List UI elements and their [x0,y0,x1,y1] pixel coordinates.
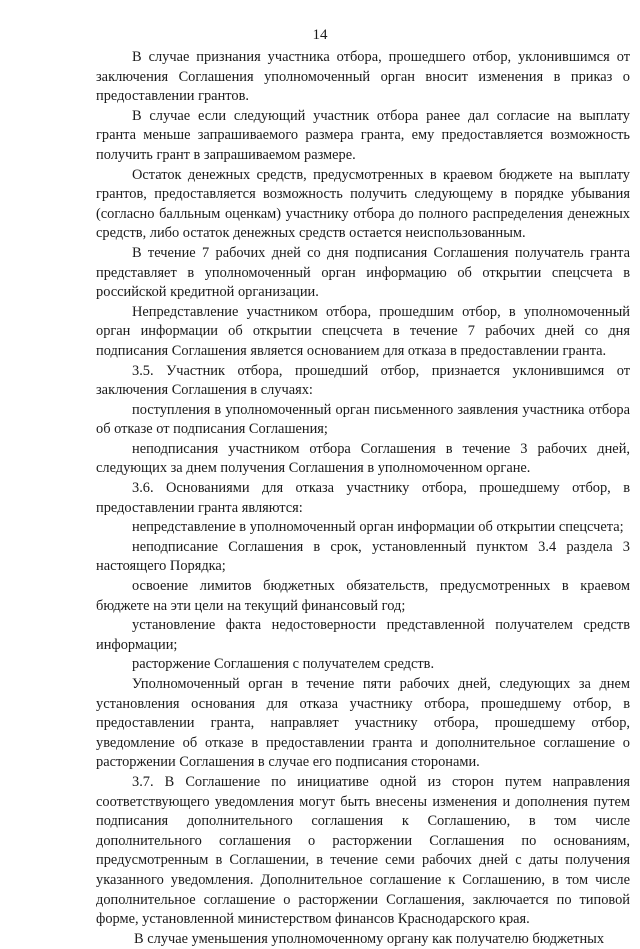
paragraph: В случае если следующий участник отбора ранее дал согласие на выплату гранта меньше запрашиваемого размера гранта, ему предоставляется возможность получить грант в запрашиваемом размере. [96,107,630,163]
paragraph: установление факта недостоверности представленной получателем средств информации; [96,617,630,653]
paragraph: неподписание Соглашения в срок, установленный пунктом 3.4 раздела 3 настоящего Порядка; [96,538,630,575]
paragraph: непредставление в уполномоченный орган информации об открытии спецсчета; [132,519,624,536]
paragraph: 3.5. Участник отбора, прошедший отбор, признается уклонившимся от заключения Соглашения в случаях: [96,362,630,399]
paragraph: 3.6. Основаниями для отказа участнику отбора, прошедшему отбор, в предоставлении гранта являются: [96,480,630,516]
paragraph: Уполномоченный орган в течение пяти рабочих дней, следующих за днем установления основания для отказа участнику отбора, прошедшему отбор, в предоставлении гранта, направляет участнику отбора, прошедшему отбор, уведомление об отказе в предоставлении гранта и дополнительное соглашение о расторжении Соглашения в случае его подписания сторонами. [96,676,630,771]
paragraph: освоение лимитов бюджетных обязательств, предусмотренных в краевом бюджете на эти цели на текущий финансовый год; [96,578,630,614]
page-number: 14 [312,27,328,43]
paragraph: поступления в уполномоченный орган письменного заявления участника отбора об отказе от подписания Соглашения; [96,401,630,438]
paragraph: неподписания участником отбора Соглашения в течение 3 рабочих дней, следующих за днем получения Соглашения в уполномоченном органе. [96,440,630,477]
paragraph: В случае уменьшения уполномоченному органу как получателю бюджетных [134,930,605,947]
paragraph: Непредставление участником отбора, прошедшим отбор, в уполномоченный орган информации об открытии спецсчета в течение 7 рабочих дней со дня подписания Соглашения является основанием для отказа в предоставлении гранта. [96,303,630,359]
paragraph: расторжение Соглашения с получателем средств. [132,656,435,673]
document-body [96,48,630,949]
paragraph: В течение 7 рабочих дней со дня подписания Соглашения получатель гранта представляет в уполномоченный орган информацию об открытии спецсчета в российской кредитной организации. [96,244,630,301]
paragraph: Остаток денежных средств, предусмотренных в краевом бюджете на выплату грантов, предоставляется возможность получить следующему в порядке убывания (согласно балльным оценкам) участнику отбора до полного распределения денежных средств, либо остаток денежных средств остается неиспользованным. [96,166,630,242]
paragraph: 3.7. В Соглашение по инициативе одной из сторон путем направления соответствующего уведомления могут быть внесены изменения и дополнения путем подписания дополнительного соглашения к Соглашению, в том числе дополнительного соглашения о расторжении Соглашения по основаниям, предусмотренным в Соглашении, в течение семи рабочих дней с даты получения указанного уведомления. Дополнительное соглашение к Соглашению, в том числе дополнительное соглашение о расторжении Соглашения, заключается по типовой форме, установленной министерством финансов Краснодарского края. [96,773,630,928]
paragraph: В случае признания участника отбора, прошедшего отбор, уклонившимся от заключения Соглашения уполномоченный орган вносит изменения в приказ о предоставлении грантов. [96,49,630,105]
